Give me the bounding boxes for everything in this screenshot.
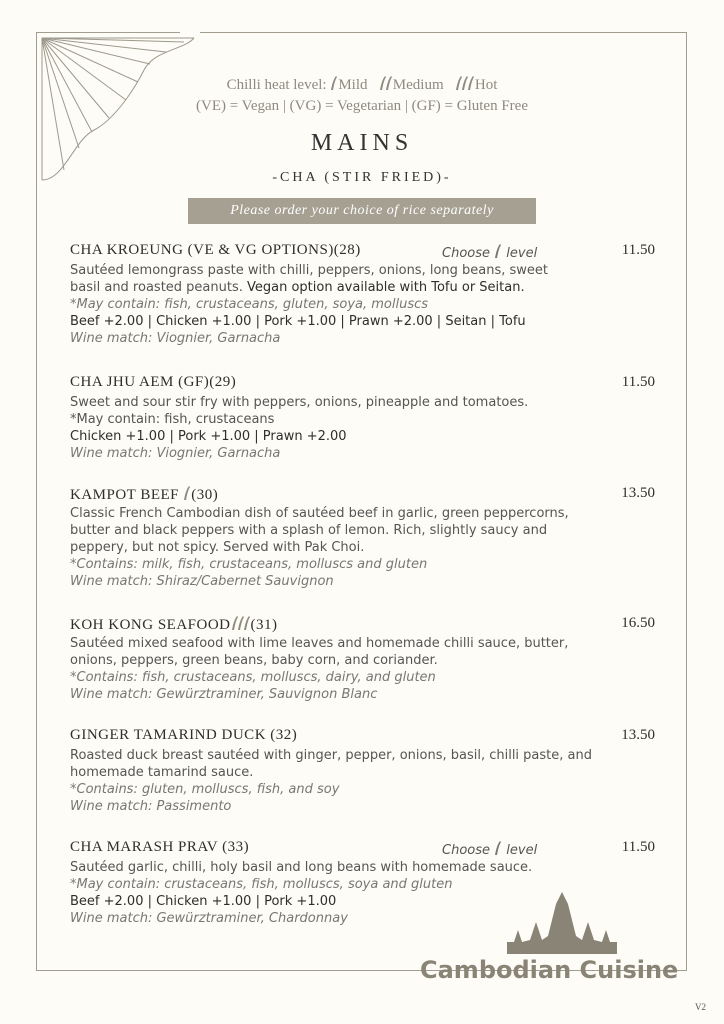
dish-description-line: homemade tamarind sauce. [70,765,254,780]
dish-description-line: onions, peppers, green beans, baby corn, and coriander. [70,653,438,668]
dish-wine: Wine match: Passimento [70,799,232,814]
dish-price: 11.50 [621,839,655,855]
chilli-icon [494,243,502,259]
dish-allergens: *Contains: milk, fish, crustaceans, molluscs and gluten [70,557,428,572]
brand-name: Cambodian Cuisine [420,956,679,984]
dish-description-line: Roasted duck breast sautéed with ginger, pepper, onions, basil, chilli paste, and [70,748,592,763]
dish-wine: Wine match: Gewürztraminer, Sauvignon Blanc [70,687,378,702]
dish-name: CHA JHU AEM (GF)(29) [70,374,237,390]
chilli-hot-icon [455,75,475,91]
dish-ginger-tamarind-duck [70,727,655,815]
chilli-legend [0,75,724,94]
dish-cha-jhu-aem [70,374,655,462]
dish-options: Beef +2.00 | Chicken +1.00 | Pork +1.00 [70,894,337,909]
dish-cha-kroeung [70,242,655,347]
chilli-medium-icon [379,75,393,91]
dish-allergens: *Contains: fish, crustaceans, molluscs, dairy, and gluten [70,670,436,685]
dish-name: CHA KROEUNG (VE & VG OPTIONS)(28) [70,242,361,258]
dish-name: CHA MARASH PRAV (33) [70,839,250,855]
dish-wine: Wine match: Viognier, Garnacha [70,331,281,346]
medium-label: Medium [392,77,444,93]
chilli-icon [494,840,502,856]
dish-allergens: *May contain: fish, crustaceans [70,412,275,427]
temple-logo-icon [422,892,692,954]
dish-description-line: Classic French Cambodian dish of sautéed beef in garlic, green peppercorns, [70,506,569,521]
dish-description-line: butter and black peppers with a splash of lemon. Rich, slightly saucy and [70,523,548,538]
dish-koh-kong-seafood [70,615,655,703]
dish-description-line: Sautéed mixed seafood with lime leaves and homemade chilli sauce, butter, [70,636,569,651]
dish-price: 16.50 [621,615,655,631]
dish-name: KAMPOT BEEF (30) [70,487,219,503]
dish-name: GINGER TAMARIND DUCK (32) [70,727,298,743]
choose-level: Choose level [442,840,537,858]
dish-description-line: peppery, but not spicy. Served with Pak Choi. [70,540,365,555]
version-label: V2 [695,1002,706,1012]
choose-level: Choose level [442,243,537,261]
dish-description-line: Sautéed garlic, chilli, holy basil and long beans with homemade sauce. [70,860,533,875]
dish-allergens: *May contain: fish, crustaceans, gluten, soya, molluscs [70,297,429,312]
dish-description-line: Sweet and sour stir fry with peppers, onions, pineapple and tomatoes. [70,395,529,410]
dish-allergens: *Contains: gluten, molluscs, fish, and soy [70,782,340,797]
section-title: MAINS [310,130,414,156]
section-subtitle: -CHA (STIR FRIED)- [272,170,452,185]
dish-kampot-beef [70,485,655,590]
dish-allergens: *May contain: crustaceans, fish, molluscs, soya and gluten [70,877,453,892]
dish-options: Beef +2.00 | Chicken +1.00 | Pork +1.00 | Prawn +2.00 | Seitan | Tofu [70,314,526,329]
vegan-note: Vegan option available with Tofu or Seitan. [242,280,525,295]
dish-price: 11.50 [621,242,655,258]
hot-label: Hot [474,77,498,93]
rice-notice-banner: Please order your choice of rice separately [188,198,536,224]
mild-label: Mild [338,77,368,93]
chilli-hot-icon [231,615,251,631]
dish-description-line: basil and roasted peanuts. Vegan option available with Tofu or Seitan. [70,280,525,295]
dish-description-line: Sautéed lemongrass paste with chilli, peppers, onions, long beans, sweet [70,263,549,278]
dish-wine: Wine match: Shiraz/Cabernet Sauvignon [70,574,334,589]
dish-wine: Wine match: Gewürztraminer, Chardonnay [70,911,348,926]
dish-price: 11.50 [621,374,655,390]
dish-price: 13.50 [621,727,655,743]
diet-key: (VE) = Vegan | (VG) = Vegetarian | (GF) = Gluten Free [196,98,528,114]
dish-name: KOH KONG SEAFOOD (31) [70,617,278,633]
heat-label: Chilli heat level: [226,77,327,93]
dish-price: 13.50 [621,485,655,501]
dish-options: Chicken +1.00 | Pork +1.00 | Prawn +2.00 [70,429,347,444]
dish-wine: Wine match: Viognier, Garnacha [70,446,281,461]
